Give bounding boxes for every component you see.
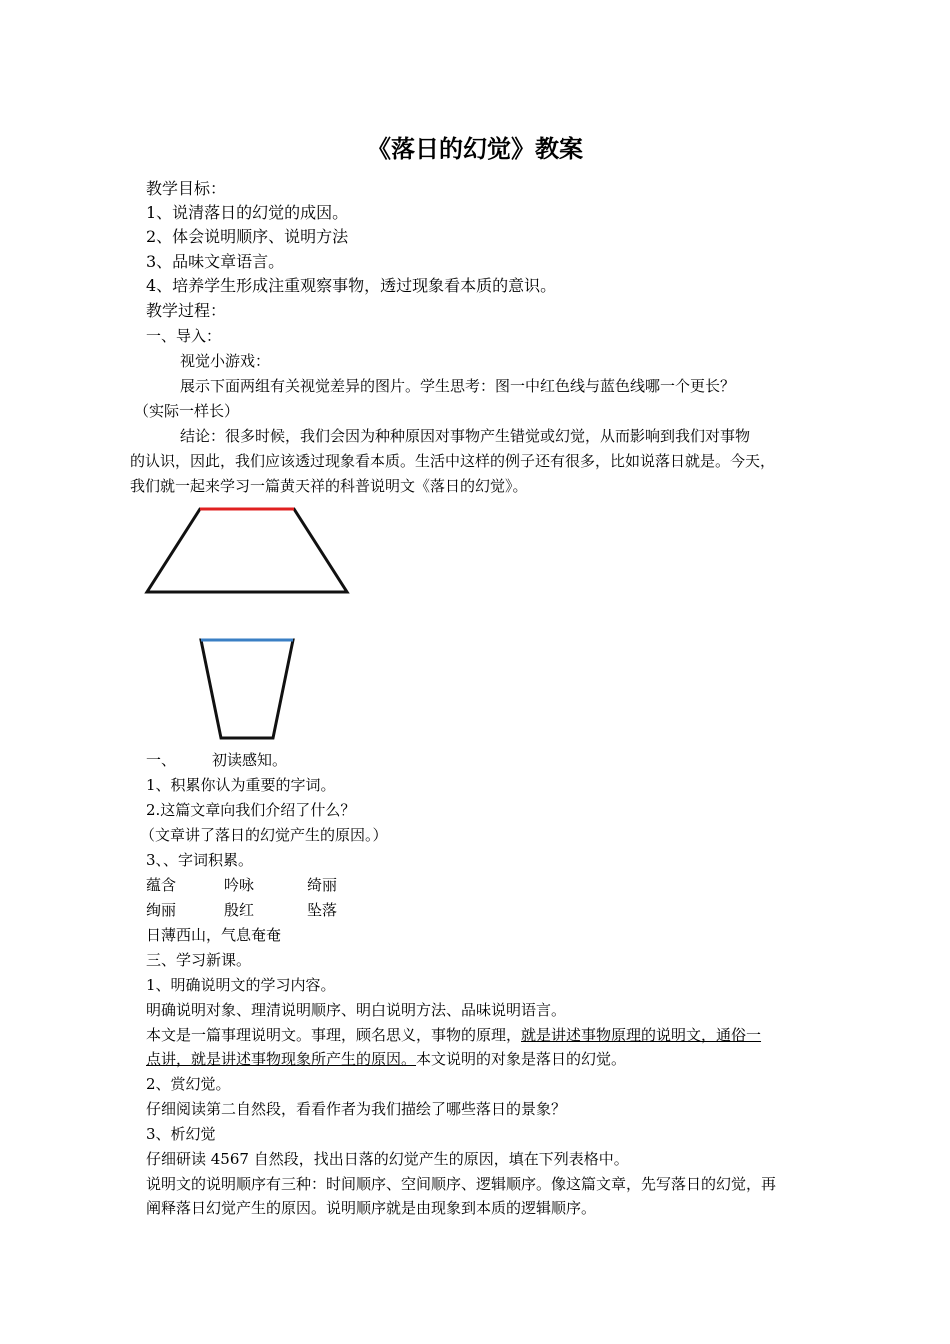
objectives-heading: 教学目标： (146, 179, 227, 198)
reading-heading: 初读感知。 (212, 751, 288, 769)
reading-item: 1、积累你认为重要的字词。 (146, 776, 336, 794)
paragraph-text: 本文是一篇事理说明文。事理，顾名思义，事物的原理， (146, 1026, 522, 1044)
lesson-text: 阐释落日幻觉产生的原因。说明顺序就是由现象到本质的逻辑顺序。 (146, 1199, 597, 1217)
conclusion-line: 我们就一起来学习一篇黄天祥的科普说明文《落日的幻觉》。 (130, 477, 528, 495)
lesson-subheading: 1、明确说明文的学习内容。 (146, 976, 336, 994)
intro-heading: 一、导入： (146, 327, 222, 345)
lesson-text: 仔细阅读第二自然段，看看作者为我们描绘了哪些落日的景象？ (146, 1100, 567, 1118)
idiom: 日薄西山，气息奄奄 (146, 926, 282, 944)
reading-answer: （文章讲了落日的幻觉产生的原因。） (140, 826, 388, 844)
vocab-word: 绚丽 (146, 901, 177, 919)
page-title: 《落日的幻觉》教案 (367, 134, 583, 163)
show-line-answer: （实际一样长） (134, 402, 240, 420)
process-heading: 教学过程： (146, 301, 227, 320)
conclusion-line: 结论：很多时候，我们会因为种种原因对事物产生错觉或幻觉，从而影响到我们对事物 (180, 427, 751, 445)
conclusion-line: 的认识，因此，我们应该透过现象看本质。生活中这样的例子还有很多，比如说落日就是。今天， (130, 452, 776, 470)
vocab-word: 殷红 (224, 901, 255, 919)
lesson-subheading: 2、赏幻觉。 (146, 1075, 231, 1093)
vocab-word: 吟咏 (224, 876, 255, 894)
paragraph-text: 本文说明的对象是落日的幻觉。 (416, 1050, 627, 1068)
lesson-text: 明确说明对象、理清说明顺序、明白说明方法、品味说明语言。 (146, 1001, 567, 1019)
lesson-text: 说明文的说明顺序有三种：时间顺序、空间顺序、逻辑顺序。像这篇文章，先写落日的幻觉，再 (146, 1175, 777, 1193)
reading-number: 一、 (146, 751, 177, 769)
illusion-figure (142, 500, 354, 745)
lesson-paragraph-line (146, 1049, 626, 1069)
new-lesson-heading: 三、学习新课。 (146, 951, 252, 969)
objective-item: 1、说清落日的幻觉的成因。 (146, 203, 349, 222)
underlined-text: 就是讲述事物原理的说明文，通俗一 (521, 1026, 762, 1044)
vocab-word: 蕴含 (146, 876, 177, 894)
objective-item: 3、品味文章语言。 (146, 252, 285, 271)
lesson-paragraph-line (146, 1025, 761, 1045)
narrow-trapezoid (201, 640, 293, 738)
game-label: 视觉小游戏： (180, 352, 271, 370)
objective-item: 4、培养学生形成注重观察事物，透过现象看本质的意识。 (146, 276, 557, 295)
objective-item: 2、体会说明顺序、说明方法 (146, 227, 349, 246)
wide-trapezoid (147, 509, 347, 592)
vocab-word: 绮丽 (307, 876, 338, 894)
reading-item: 2.这篇文章向我们介绍了什么？ (146, 801, 356, 819)
underlined-text: 点讲，就是讲述事物现象所产生的原因。 (146, 1050, 417, 1068)
lesson-subheading: 3、析幻觉 (146, 1125, 216, 1143)
vocab-word: 坠落 (307, 901, 338, 919)
lesson-text: 仔细研读 4567 自然段，找出日落的幻觉产生的原因，填在下列表格中。 (146, 1150, 629, 1168)
show-line: 展示下面两组有关视觉差异的图片。学生思考：图一中红色线与蓝色线哪一个更长？ (180, 377, 736, 395)
reading-item: 3、、字词积累。 (146, 851, 254, 869)
